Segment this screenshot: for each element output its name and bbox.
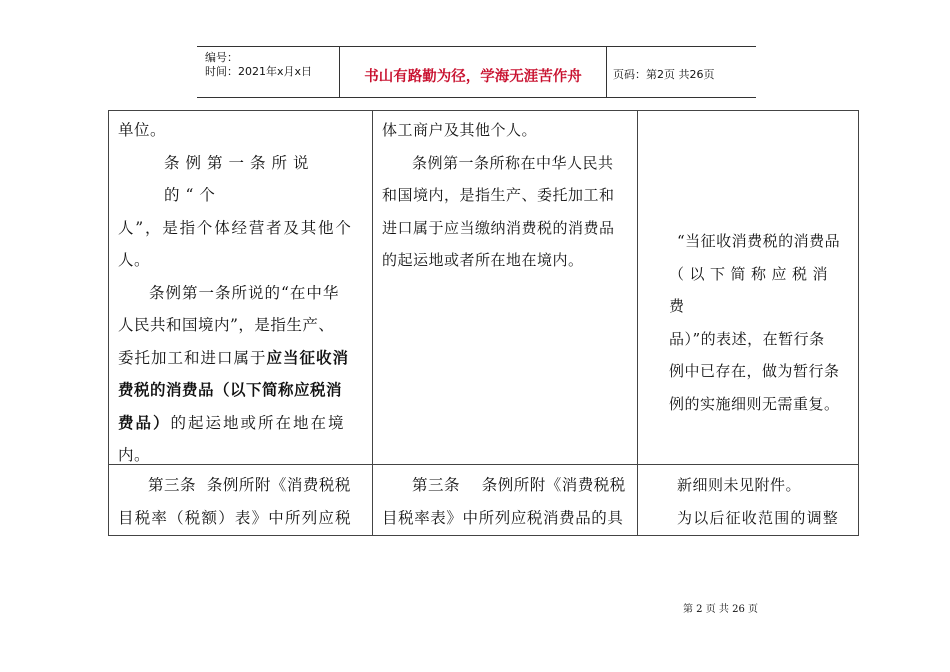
cell-line: （以下简称应税消费 [669,264,834,315]
cell-line: 条例第一条所称在中华人民共 [412,153,614,172]
row1-col2-cell [382,114,632,277]
cell-line: 单位。 [118,121,167,139]
cell-line: 体工商户及其他个人。 [382,121,538,139]
cell-line: 的起运地或者所在地在境内。 [382,251,584,269]
page-footer: 第 2 页 共 26 页 [683,604,758,615]
table-border-top [108,110,859,111]
cell-line: 目税率表》中所列应税消费品的具 [382,508,624,527]
cell-line: 进口属于应当缴纳消费税的消费品 [382,218,615,237]
cell-line: 人。 [118,251,151,269]
header-meta [205,51,312,79]
cell-line: “当征收消费税的消费品 [677,232,841,250]
cell-line: 为以后征收范围的调整 [677,508,840,527]
time-label: 时间：2021年x月x日 [205,65,313,78]
number-label: 编号： [205,51,238,64]
header-divider [606,47,607,97]
page-header [197,46,756,98]
cell-line: 内。 [118,446,151,464]
cell-line: 条例第一条所说的“在中华 [149,283,340,302]
cell-line: 品）”的表述，在暂行条 [669,329,825,348]
cell-line: 人”，是指个体经营者及其他个 [118,218,353,237]
cell-line: 第三条 条例所附《消费税税 [148,476,351,494]
row1-col3-cell [647,225,853,420]
cell-line: 和国境内，是指生产、委托加工和 [382,186,615,204]
text-run: 委托加工和进口属于 [118,348,267,367]
cell-line [118,342,366,375]
cell-line: 人民共和国境内”，是指生产、 [118,316,335,334]
text-run: 的起运地或所在地在境 [170,413,346,432]
table-column-divider [372,110,373,536]
cell-line: 例中已存在，做为暂行条 [669,362,840,380]
cell-line: 目税率（税额）表》中所列应税 [118,508,352,527]
table-border-right [858,110,859,536]
cell-line: 新细则未见附件。 [677,476,802,494]
bold-text-run: 应当征收消 [266,348,350,367]
table-column-divider [637,110,638,536]
row2-col1-cell [118,469,368,534]
cell-line: 例的实施细则无需重复。 [669,394,840,413]
row1-col1-cell [118,114,366,472]
header-divider [339,47,340,97]
cell-line [118,407,366,440]
bold-text-run: 费品） [118,413,171,432]
cell-line: 第三条 条例所附《消费税税 [412,476,626,494]
bold-line: 费税的消费品（以下简称应税消 [118,381,343,399]
row2-col3-cell [647,469,853,534]
table-border-left [108,110,109,536]
row2-col2-cell [382,469,634,534]
comparison-table [108,110,859,536]
cell-line: 条例第一条所说的“个 [164,153,315,204]
header-motto: 书山有路勤为径，学海无涯苦作舟 [364,69,582,85]
header-page-info: 页码：第2页 共26页 [613,68,715,81]
table-border-bottom [108,535,859,536]
